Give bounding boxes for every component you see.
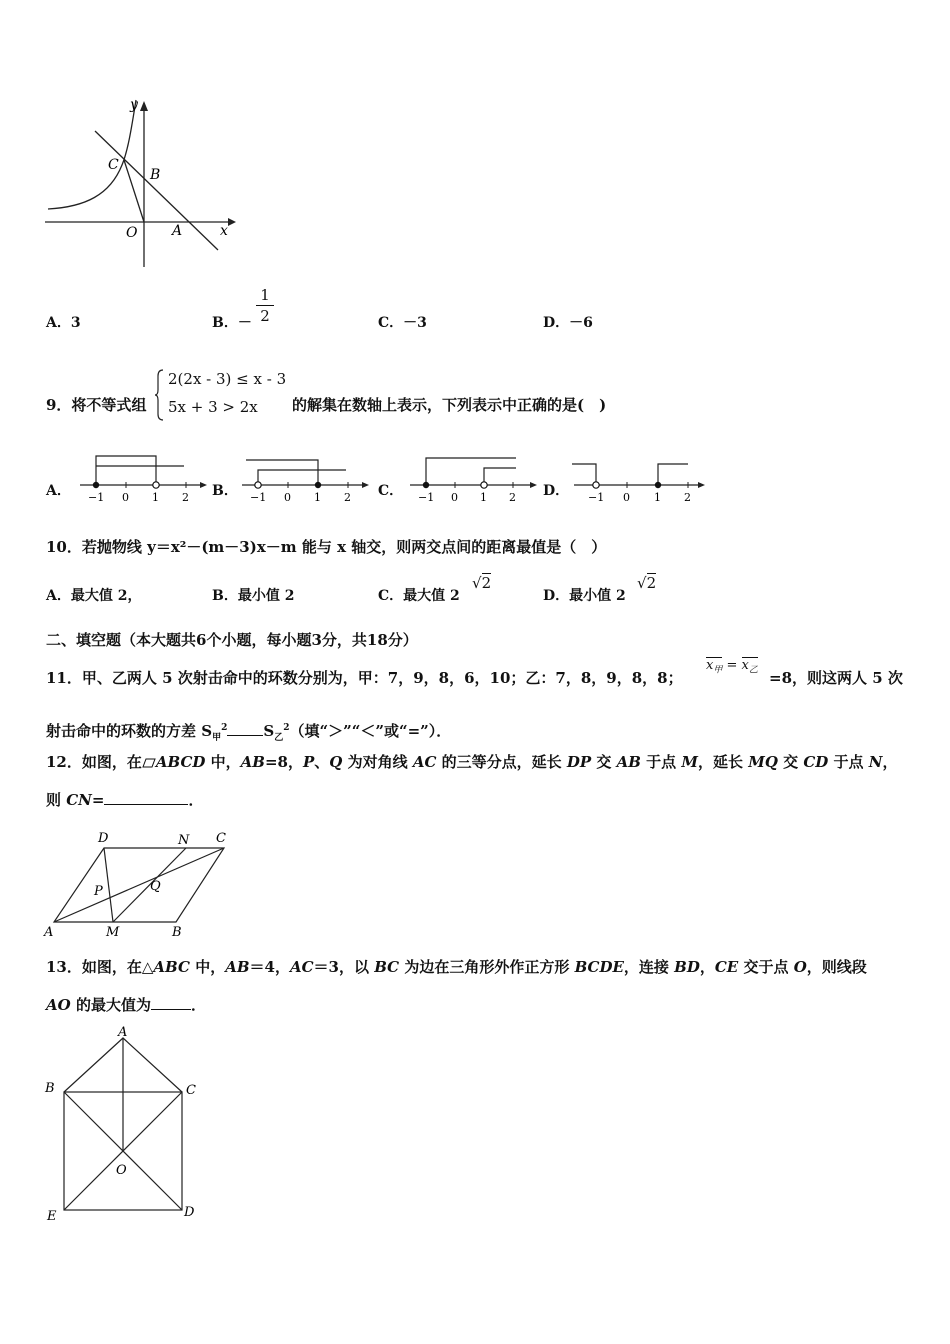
q11-means (706, 658, 758, 676)
q12-line-1 (46, 752, 898, 772)
option-value: －6 (569, 315, 593, 331)
q9-number-line-b (230, 452, 375, 506)
q9-brace (154, 368, 164, 422)
text: ． (190, 996, 206, 1014)
label-c: C (108, 157, 119, 173)
option-letter: C． (378, 588, 404, 604)
text: 于点 (828, 753, 869, 771)
option-letter: D． (543, 315, 570, 331)
q8-option-d (543, 312, 593, 332)
fraction-numerator: 1 (260, 286, 270, 304)
q9-option-c-letter: C． (378, 483, 404, 499)
text: 中， (205, 753, 241, 771)
math-var: CE (714, 958, 739, 976)
tick-label: 0 (122, 491, 129, 504)
q10-stem: 10．若抛物线 y＝x²－(m－3)x－m 能与 x 轴交，则两交点间的距离最值是（ ） (46, 538, 607, 556)
option-sign: － (237, 315, 252, 331)
option-text: 最大值 2， (70, 588, 142, 604)
text: 12．如图，在 (46, 753, 142, 771)
tick-label: −1 (88, 491, 105, 504)
mean-x: x (741, 658, 749, 673)
q10-option-c (378, 585, 460, 605)
text: =8， (264, 753, 303, 771)
label-o: O (116, 1163, 127, 1178)
label-b: B (172, 925, 182, 938)
text: ， (882, 753, 898, 771)
label-q: Q (150, 879, 161, 894)
tick-label: 1 (152, 491, 159, 504)
q10-option-d (543, 585, 626, 605)
label-x: x (220, 223, 228, 239)
q8-option-b-fraction (256, 286, 274, 325)
parallelogram-icon (142, 758, 156, 768)
math-var: ABC (153, 958, 190, 976)
q13-line-2 (46, 995, 206, 1015)
tick-label: −1 (250, 491, 267, 504)
label-a: A (44, 925, 54, 938)
math-var: CD (803, 753, 829, 771)
tick-label: 1 (480, 491, 487, 504)
option-letter: B． (212, 588, 238, 604)
label-d: D (184, 1205, 195, 1220)
q8-graph (40, 95, 240, 275)
text: 、 (314, 753, 330, 771)
q9-option-a-letter: A． (46, 483, 71, 499)
math-var: AC (289, 958, 314, 976)
segment-dm (104, 848, 113, 922)
q12-line-2 (46, 790, 203, 810)
math-var: N (868, 753, 883, 771)
label-b: B (150, 167, 161, 183)
label-c: C (186, 1083, 196, 1098)
option-value: 3 (70, 315, 81, 331)
text: ＝3，以 (313, 958, 375, 976)
label-e: E (47, 1209, 57, 1224)
tick-label: 2 (182, 491, 189, 504)
math-var: BC (374, 958, 400, 976)
label-d: D (98, 831, 109, 846)
option-letter: C． (378, 315, 404, 331)
q11-line-2 (46, 718, 451, 748)
math-var: BCDE (574, 958, 624, 976)
answer-blank[interactable] (227, 735, 263, 736)
text: 交 (591, 753, 617, 771)
fraction-denominator: 2 (260, 307, 270, 325)
label-b: B (45, 1081, 55, 1096)
text: ＝4， (249, 958, 290, 976)
q8-option-b (212, 312, 252, 332)
math-var: AC (412, 753, 437, 771)
sqrt-radicand: 2 (646, 574, 657, 592)
mean-subscript: 乙 (748, 665, 758, 676)
q13-line-1 (46, 957, 867, 977)
text: 则 (46, 791, 67, 809)
label-a: A (172, 223, 183, 239)
text: ， (699, 958, 715, 976)
mean-equals: = (726, 658, 738, 673)
tick-label: 2 (684, 491, 691, 504)
tick-label: 2 (509, 491, 516, 504)
tick-label: 0 (623, 491, 630, 504)
text: 于点 (640, 753, 682, 771)
tick-label: 0 (451, 491, 458, 504)
option-letter: A． (46, 588, 71, 604)
text: 中， (189, 958, 226, 976)
q9-inequality-1: 2(2x - 3) ≤ x - 3 (168, 370, 287, 388)
label-c: C (216, 831, 226, 846)
q8-option-a (46, 312, 81, 332)
q10-option-d-sqrt: √2 (637, 574, 657, 592)
variance-superscript: 2 (283, 723, 290, 733)
q9-number-line-d (566, 452, 711, 506)
mean-symbol-jia (706, 657, 723, 676)
q11-line-1-prefix: 11．甲、乙两人 5 次射击命中的环数分别为，甲：7，9，8，6，10；乙：7，8，9，8，8； (46, 669, 683, 687)
tick-label: −1 (418, 491, 435, 504)
sqrt-radicand: 2 (481, 574, 492, 592)
label-p: P (94, 884, 103, 899)
text: 的三等分点，延长 (436, 753, 567, 771)
option-value: －3 (403, 315, 427, 331)
q13-figure (40, 1024, 210, 1224)
mean-subscript: 甲 (713, 665, 723, 676)
q10-option-c-sqrt: √2 (472, 574, 492, 592)
variance-superscript: 2 (221, 723, 228, 733)
math-var: Q (329, 753, 343, 771)
text: ，连接 (623, 958, 675, 976)
q10-option-a (46, 585, 142, 605)
q8-option-c (378, 312, 427, 332)
tick-label: −1 (588, 491, 605, 504)
label-n: N (178, 833, 190, 848)
q9-option-b-letter: B． (212, 483, 238, 499)
math-var: P (303, 753, 315, 771)
text: 的最大值为 (70, 996, 151, 1014)
text: ，则线段 (806, 958, 867, 976)
text: ． (188, 791, 204, 809)
option-letter: D． (543, 588, 570, 604)
math-var: BD (674, 958, 700, 976)
math-var: AO (46, 996, 71, 1014)
label-m: M (106, 925, 120, 938)
option-text: 最大值 2 (403, 588, 460, 604)
text: 交 (777, 753, 804, 771)
y-axis-arrow (140, 101, 148, 111)
text: 13．如图，在△ (46, 958, 154, 976)
answer-blank[interactable] (104, 804, 188, 805)
mean-symbol-yi (741, 657, 758, 676)
label-a: A (118, 1025, 128, 1040)
option-text: 最小值 2 (237, 588, 295, 604)
q9-number-line-a (66, 452, 211, 506)
q9-option-d-letter: D． (543, 483, 570, 499)
label-o: O (126, 225, 138, 241)
option-letter: A． (46, 315, 71, 331)
text: 交于点 (738, 958, 794, 976)
math-var: AB (225, 958, 250, 976)
text: 射击命中的环数的方差 S (46, 722, 213, 740)
text: ，延长 (698, 753, 749, 771)
math-var: DP (566, 753, 592, 771)
text: = (91, 791, 105, 809)
text: S (263, 722, 275, 740)
math-var: MQ (748, 753, 778, 771)
tick-label: 2 (344, 491, 351, 504)
q9-inequality-2: 5x + 3 > 2x (168, 398, 258, 416)
tick-label: 1 (314, 491, 321, 504)
answer-blank[interactable] (151, 1009, 191, 1010)
x-axis-arrow (228, 218, 236, 226)
variance-subscript: 甲 (212, 733, 222, 743)
math-var: AB (616, 753, 641, 771)
variance-subscript: 乙 (274, 733, 284, 743)
mean-x: x (706, 658, 714, 673)
math-var: O (793, 958, 807, 976)
q9-stem-prefix: 9．将不等式组 (46, 396, 147, 414)
q12-figure (40, 826, 240, 938)
tick-label: 0 (284, 491, 291, 504)
q11-line-1-suffix: =8，则这两人 5 次 (769, 669, 903, 687)
text: 为对角线 (342, 753, 413, 771)
option-text: 最小值 2 (569, 588, 626, 604)
math-var: AB (240, 753, 265, 771)
q10-option-b (212, 585, 294, 605)
fraction-bar (256, 305, 274, 306)
label-y: y (130, 97, 138, 113)
math-var: M (681, 753, 698, 771)
q9-number-line-c (398, 452, 543, 506)
hyperbola-curve (48, 100, 136, 209)
math-var: CN (66, 791, 92, 809)
text: （填“＞”“＜”或“=”）． (289, 722, 452, 740)
math-var: ABCD (155, 753, 206, 771)
section-2-heading: 二、填空题（本大题共6个小题，每小题3分，共18分） (46, 631, 418, 649)
text: 为边在三角形外作正方形 (399, 958, 575, 976)
q9-stem-suffix: 的解集在数轴上表示，下列表示中正确的是( ) (292, 396, 607, 414)
tick-label: 1 (654, 491, 661, 504)
option-letter: B． (212, 315, 238, 331)
line-cba (95, 131, 218, 250)
